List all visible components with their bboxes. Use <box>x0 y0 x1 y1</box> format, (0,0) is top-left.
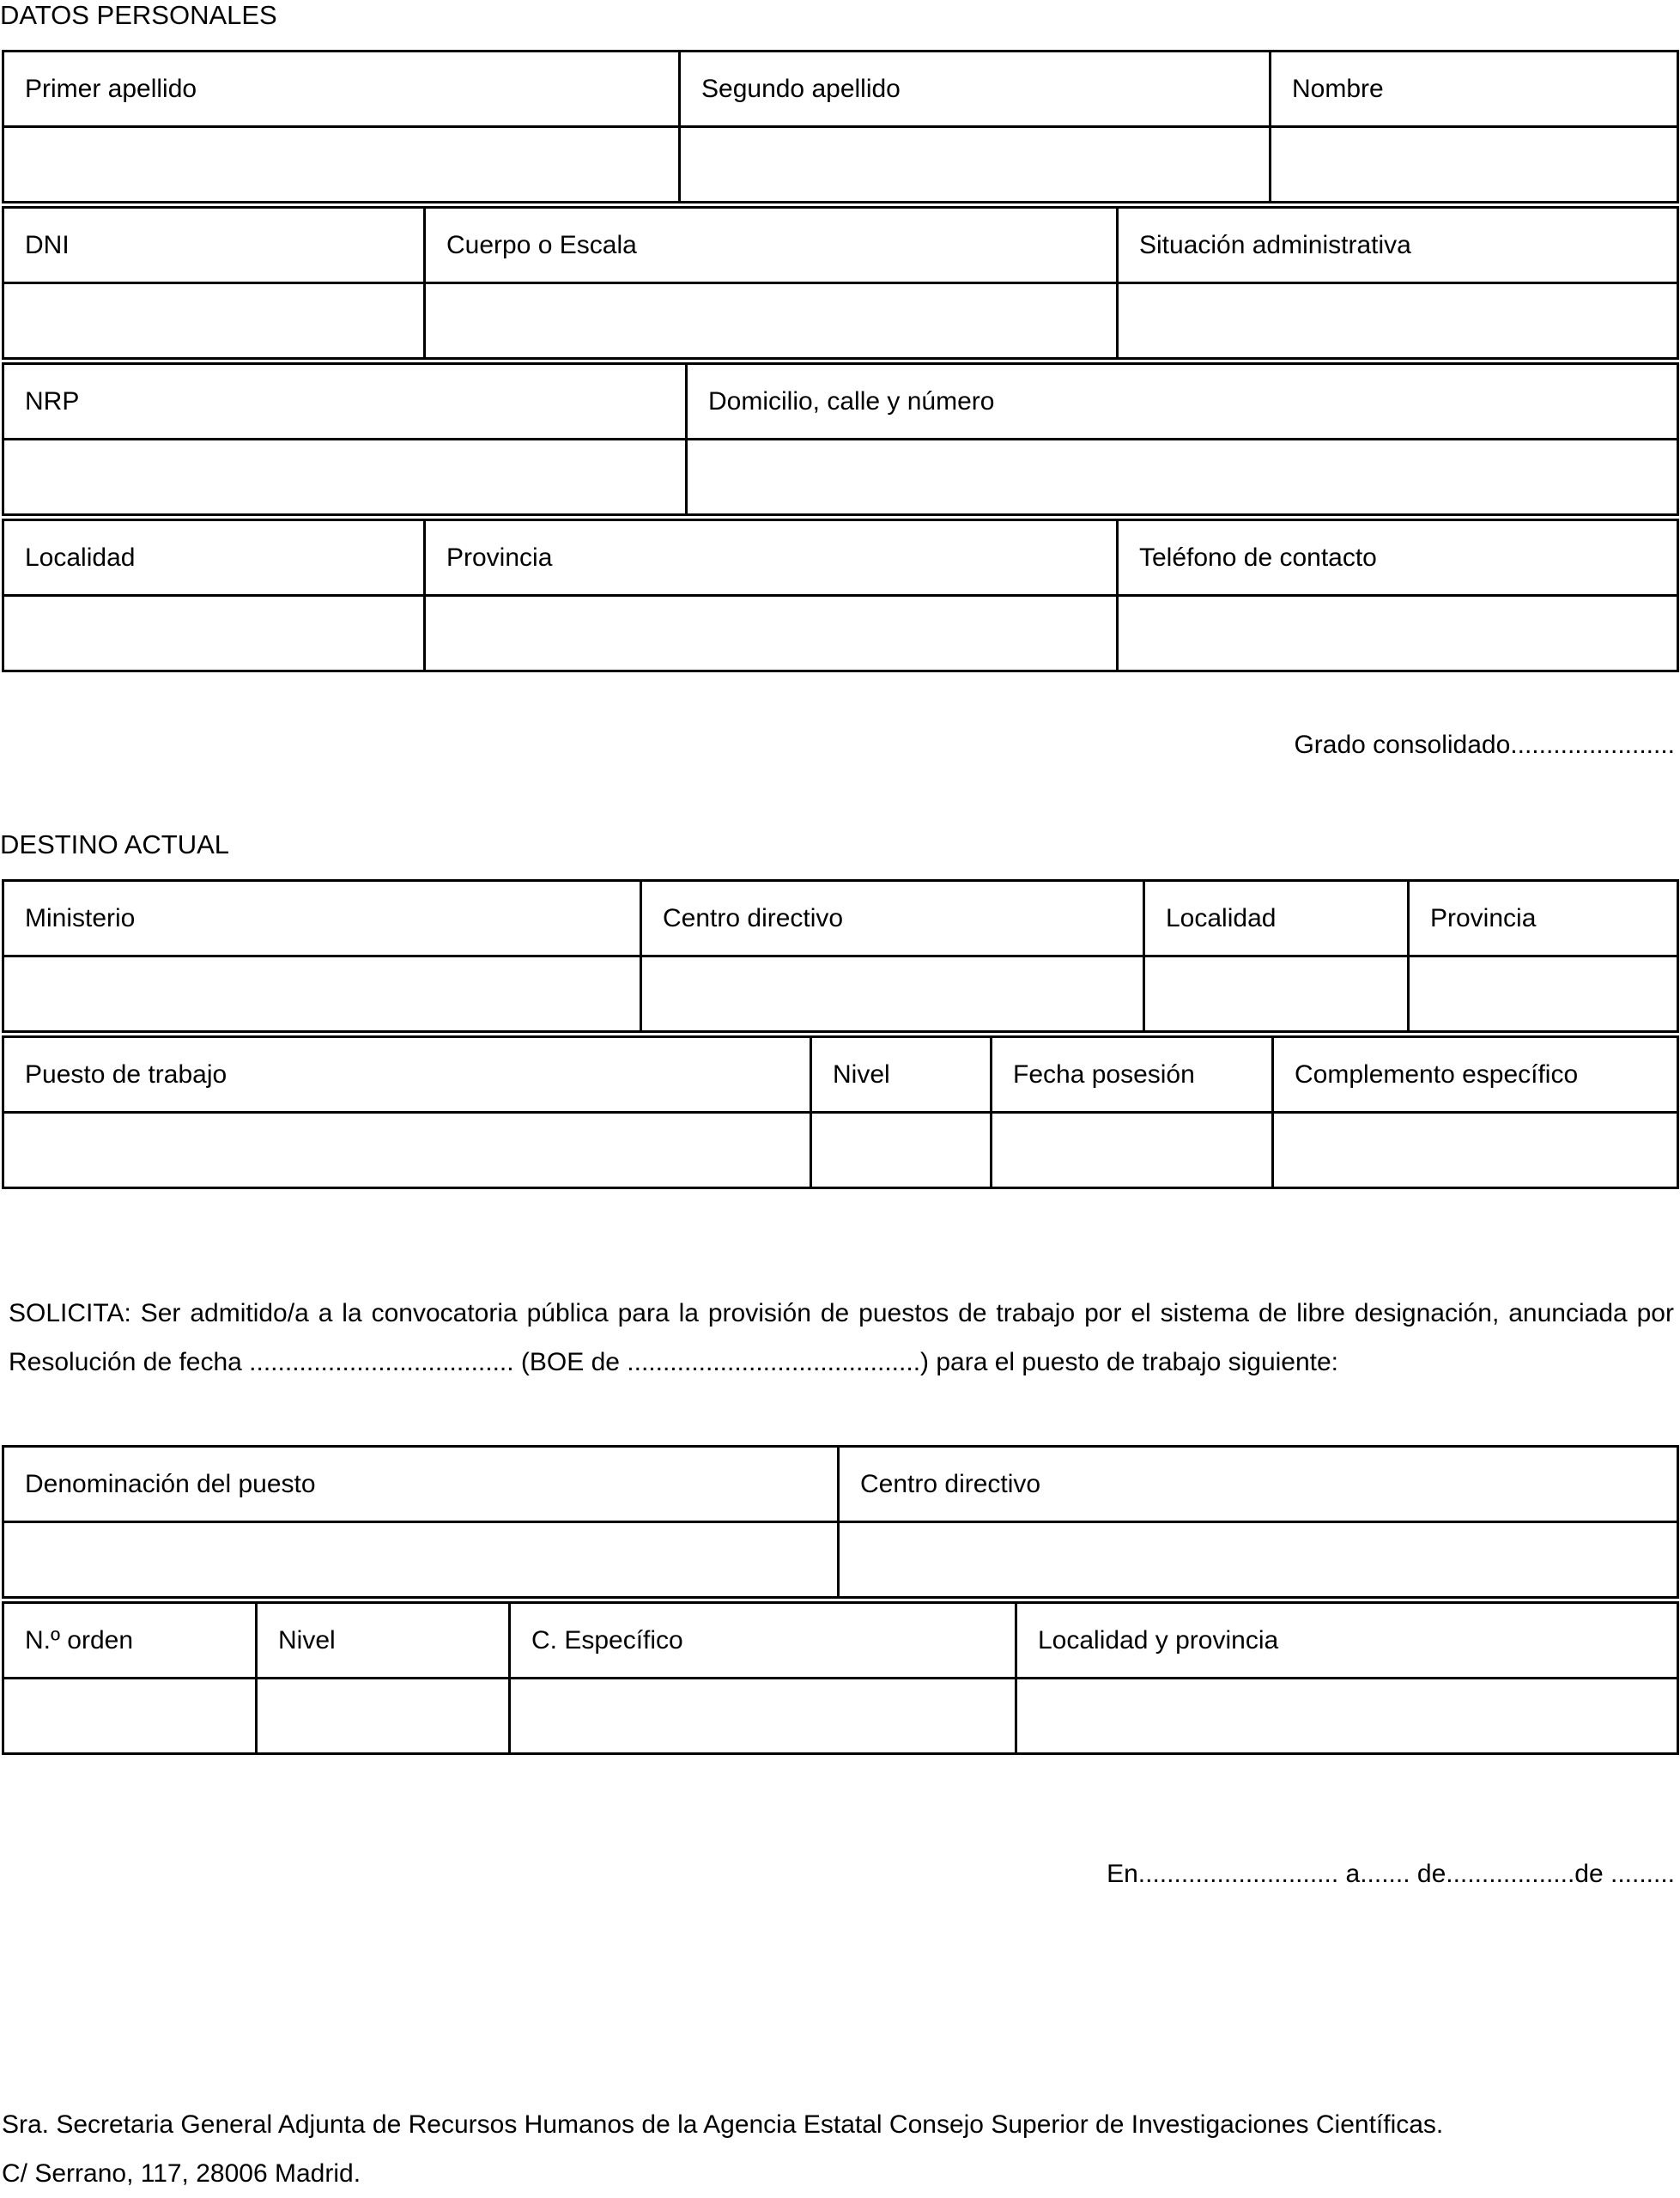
header-row <box>3 52 1678 127</box>
section-title-destino-actual: DESTINO ACTUAL <box>0 829 229 859</box>
telefono-field[interactable] <box>1118 596 1678 671</box>
input-row <box>3 440 1678 515</box>
nrp-field[interactable] <box>3 440 687 515</box>
complemento-especifico-label: Complemento específico <box>1273 1037 1678 1113</box>
situacion-administrativa-field[interactable] <box>1118 283 1678 359</box>
header-row <box>3 1037 1678 1113</box>
nombre-label: Nombre <box>1271 52 1678 127</box>
denominacion-puesto-field[interactable] <box>3 1522 839 1598</box>
input-row <box>3 596 1678 671</box>
fecha-lugar-line: En............................ a....... de..................de ......... <box>1107 1860 1675 1888</box>
input-row <box>3 1522 1678 1598</box>
solicitado-centro-directivo-field[interactable] <box>839 1522 1678 1598</box>
header-row <box>3 208 1678 283</box>
puesto-trabajo-field[interactable] <box>3 1113 811 1188</box>
personal-data-table-2 <box>2 206 1679 360</box>
header-row <box>3 364 1678 440</box>
fecha-posesion-label: Fecha posesión <box>992 1037 1273 1113</box>
destino-localidad-field[interactable] <box>1144 956 1409 1032</box>
puesto-trabajo-label: Puesto de trabajo <box>3 1037 811 1113</box>
solicitado-centro-directivo-label: Centro directivo <box>839 1447 1678 1522</box>
nivel-field[interactable] <box>811 1113 992 1188</box>
header-row <box>3 1603 1678 1679</box>
complemento-especifico-field[interactable] <box>1273 1113 1678 1188</box>
c-especifico-field[interactable] <box>510 1679 1016 1754</box>
header-row <box>3 881 1678 956</box>
cuerpo-escala-field[interactable] <box>425 283 1118 359</box>
destino-actual-table-2 <box>2 1035 1679 1189</box>
destino-provincia-field[interactable] <box>1409 956 1678 1032</box>
c-especifico-label: C. Específico <box>510 1603 1016 1679</box>
centro-directivo-field[interactable] <box>641 956 1144 1032</box>
solicitado-nivel-field[interactable] <box>257 1679 510 1754</box>
input-row <box>3 1679 1678 1754</box>
input-row <box>3 956 1678 1032</box>
domicilio-field[interactable] <box>687 440 1678 515</box>
domicilio-label: Domicilio, calle y número <box>687 364 1678 440</box>
header-row <box>3 520 1678 596</box>
provincia-field[interactable] <box>425 596 1118 671</box>
primer-apellido-label: Primer apellido <box>3 52 680 127</box>
numero-orden-label: N.º orden <box>3 1603 257 1679</box>
grado-consolidado: Grado consolidado....................... <box>1294 731 1675 759</box>
ministerio-field[interactable] <box>3 956 641 1032</box>
section-title-datos-personales: DATOS PERSONALES <box>0 0 277 30</box>
solicitado-nivel-label: Nivel <box>257 1603 510 1679</box>
destino-actual-table-1 <box>2 879 1679 1033</box>
puesto-solicitado-table-1 <box>2 1445 1679 1599</box>
localidad-label: Localidad <box>3 520 425 596</box>
situacion-administrativa-label: Situación administrativa <box>1118 208 1678 283</box>
dni-field[interactable] <box>3 283 425 359</box>
primer-apellido-field[interactable] <box>3 127 680 203</box>
localidad-provincia-label: Localidad y provincia <box>1016 1603 1678 1679</box>
segundo-apellido-field[interactable] <box>680 127 1271 203</box>
personal-data-table-3 <box>2 362 1679 516</box>
fecha-posesion-field[interactable] <box>992 1113 1273 1188</box>
cuerpo-escala-label: Cuerpo o Escala <box>425 208 1118 283</box>
destino-provincia-label: Provincia <box>1409 881 1678 956</box>
destinatario-line-1: Sra. Secretaria General Adjunta de Recursos Humanos de la Agencia Estatal Consejo Superior de Investigaciones Científicas. <box>2 2110 1444 2139</box>
input-row <box>3 283 1678 359</box>
destino-localidad-label: Localidad <box>1144 881 1409 956</box>
localidad-field[interactable] <box>3 596 425 671</box>
ministerio-label: Ministerio <box>3 881 641 956</box>
header-row <box>3 1447 1678 1522</box>
destinatario-line-2: C/ Serrano, 117, 28006 Madrid. <box>2 2159 361 2188</box>
solicita-paragraph: SOLICITA: Ser admitido/a a la convocatoria pública para la provisión de puestos de trabajo por el sistema de libre designación, anunciada por Resolución de fecha ..................................... (BOE de .........................................) para el puesto de trabajo siguiente: <box>9 1299 1674 1376</box>
input-row <box>3 1113 1678 1188</box>
personal-data-table-1 <box>2 50 1679 203</box>
centro-directivo-label: Centro directivo <box>641 881 1144 956</box>
denominacion-puesto-label: Denominación del puesto <box>3 1447 839 1522</box>
dni-label: DNI <box>3 208 425 283</box>
puesto-solicitado-table-2 <box>2 1601 1679 1755</box>
numero-orden-field[interactable] <box>3 1679 257 1754</box>
localidad-provincia-field[interactable] <box>1016 1679 1678 1754</box>
segundo-apellido-label: Segundo apellido <box>680 52 1271 127</box>
nivel-label: Nivel <box>811 1037 992 1113</box>
nrp-label: NRP <box>3 364 687 440</box>
input-row <box>3 127 1678 203</box>
telefono-label: Teléfono de contacto <box>1118 520 1678 596</box>
personal-data-table-4 <box>2 519 1679 672</box>
provincia-label: Provincia <box>425 520 1118 596</box>
nombre-field[interactable] <box>1271 127 1678 203</box>
